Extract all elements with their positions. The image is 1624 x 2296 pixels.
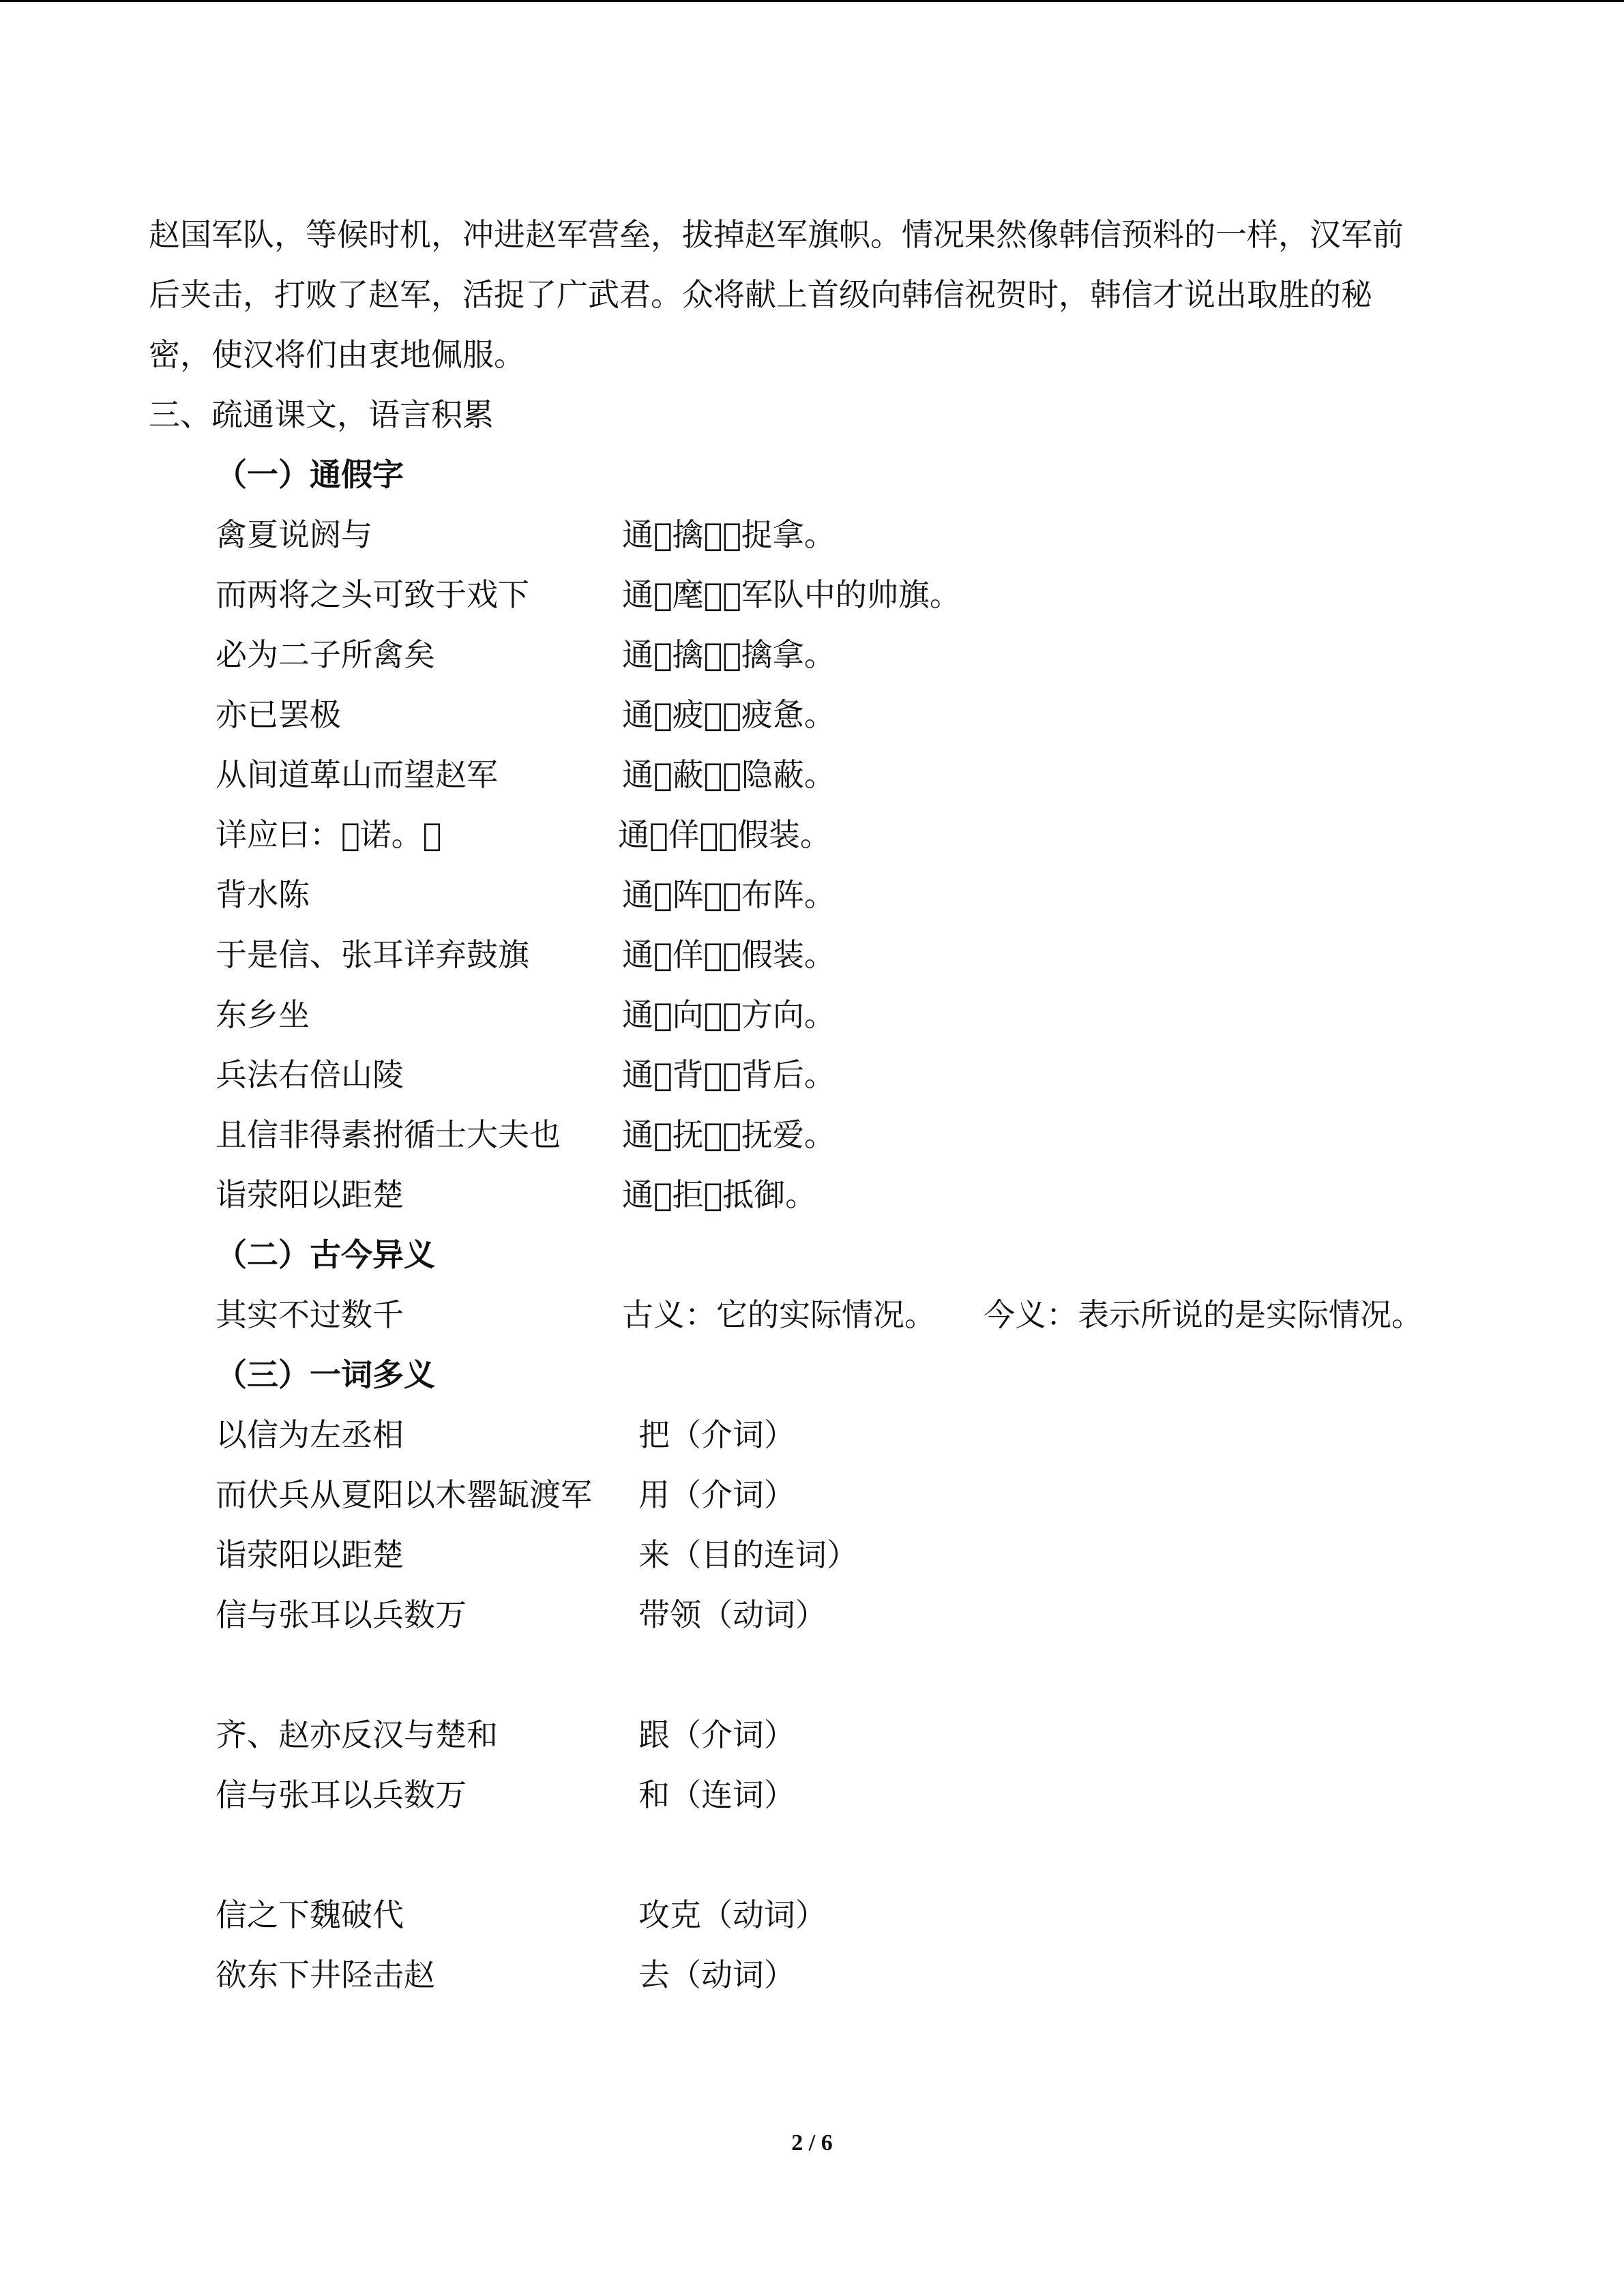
gujin-modern-meaning: 今义：表示所说的是实际情况。: [984, 1296, 1423, 1333]
tjz-note-11: 通􀀀抚􀀀，抚爱。: [622, 1116, 836, 1153]
tjz-sentence-4: 亦已罢极: [216, 696, 341, 733]
tjz-sentence-8: 于是信、张耳详弃鼓旗: [216, 936, 529, 973]
tjz-note-7: 通􀀀阵􀀀，布阵。: [622, 876, 836, 913]
page-top-border: [0, 0, 1624, 2]
gujin-heading: （二）古今异义: [216, 1236, 435, 1273]
intro-line-1: 赵国军队，等候时机，冲进赵军营垒，拔掉赵军旗帜。情况果然像韩信预料的一样，汉军前: [149, 216, 1404, 253]
tjz-note-12: 通􀀀拒􀀀抵御。: [622, 1176, 817, 1213]
tjz-sentence-6: 详应曰：􀀀诺。􀀀: [216, 816, 442, 853]
tjz-sentence-2: 而两将之头可致于戏下: [216, 576, 529, 613]
tjz-sentence-11: 且信非得素拊循士大夫也: [216, 1116, 561, 1153]
tjz-sentence-7: 背水陈: [216, 876, 310, 913]
intro-line-3: 密，使汉将们由衷地佩服。: [149, 336, 525, 373]
tjz-sentence-1: 禽夏说阏与: [216, 516, 372, 553]
yiciduoyi-heading: （三）一词多义: [216, 1356, 435, 1393]
tjz-note-4: 通􀀀疲􀀀，疲惫。: [622, 696, 836, 733]
tjz-note-8: 通􀀀佯􀀀，假装。: [622, 936, 836, 973]
ycdy-g1-meaning-1: 把（介词）: [638, 1416, 795, 1453]
tjz-sentence-3: 必为二子所禽矣: [216, 636, 435, 673]
ycdy-g3-sentence-1: 信之下魏破代: [216, 1896, 404, 1933]
section-title: 三、疏通课文，语言积累: [149, 396, 494, 433]
gujin-ancient-meaning: 古义：它的实际情况。: [622, 1296, 936, 1333]
ycdy-g3-sentence-2: 欲东下井陉击赵: [216, 1956, 435, 1993]
tjz-note-2: 通􀀀麾􀀀，军队中的帅旗。: [622, 576, 961, 613]
tongjiazi-heading: （一）通假字: [216, 456, 404, 493]
ycdy-g1-sentence-3: 诣荥阳以距楚: [216, 1536, 404, 1573]
tjz-note-6: 通􀀀佯􀀀，假装。: [618, 816, 831, 853]
tjz-sentence-12: 诣荥阳以距楚: [216, 1176, 404, 1213]
tjz-note-9: 通􀀀向􀀀，方向。: [622, 996, 836, 1033]
ycdy-g1-meaning-2: 用（介词）: [638, 1476, 795, 1513]
ycdy-g3-meaning-1: 攻克（动词）: [638, 1896, 827, 1933]
tjz-note-10: 通􀀀背􀀀，背后。: [622, 1056, 836, 1093]
ycdy-g1-sentence-4: 信与张耳以兵数万: [216, 1596, 467, 1633]
ycdy-g1-meaning-4: 带领（动词）: [638, 1596, 827, 1633]
ycdy-g1-sentence-2: 而伏兵从夏阳以木罂缻渡军: [216, 1476, 592, 1513]
ycdy-g2-sentence-2: 信与张耳以兵数万: [216, 1776, 467, 1813]
ycdy-g3-meaning-2: 去（动词）: [638, 1956, 795, 1993]
tjz-note-3: 通􀀀擒􀀀，擒拿。: [622, 636, 836, 673]
tjz-sentence-9: 东乡坐: [216, 996, 310, 1033]
page-number: 2 / 6: [791, 2130, 833, 2156]
ycdy-g2-meaning-1: 跟（介词）: [638, 1716, 795, 1753]
ycdy-g1-sentence-1: 以信为左丞相: [216, 1416, 404, 1453]
tjz-sentence-10: 兵法右倍山陵: [216, 1056, 404, 1093]
ycdy-g2-sentence-1: 齐、赵亦反汉与楚和: [216, 1716, 498, 1753]
ycdy-g2-meaning-2: 和（连词）: [638, 1776, 795, 1813]
gujin-sentence: 其实不过数千: [216, 1296, 404, 1333]
tjz-note-5: 通􀀀蔽􀀀，隐蔽。: [622, 756, 836, 793]
tjz-note-1: 通􀀀擒􀀀，捉拿。: [622, 516, 836, 553]
tjz-sentence-5: 从间道萆山而望赵军: [216, 756, 498, 793]
ycdy-g1-meaning-3: 来（目的连词）: [638, 1536, 858, 1573]
intro-line-2: 后夹击，打败了赵军，活捉了广武君。众将献上首级向韩信祝贺时，韩信才说出取胜的秘: [149, 276, 1372, 313]
